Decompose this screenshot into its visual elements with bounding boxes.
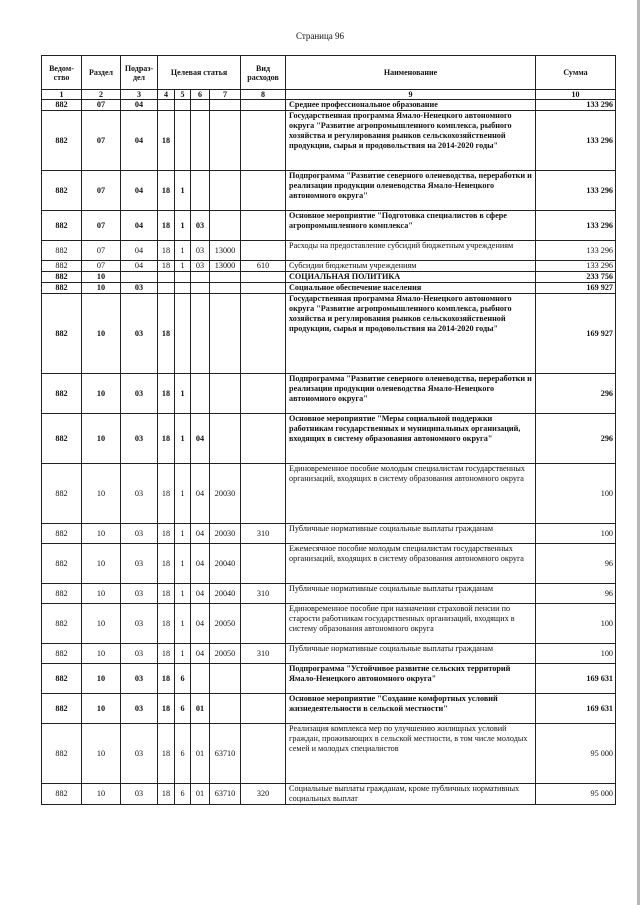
name-cell: Государственная программа Ямало-Ненецкого автономного округа "Развитие агропромышленного комплекса, рыбного хозяйства и регулирования рынков сельскохозяйственной продукции, сырья и продовольствия на 2014-2020 годы" bbox=[286, 111, 536, 171]
ved-cell: 882 bbox=[42, 283, 82, 294]
sum-cell: 100 bbox=[536, 524, 616, 544]
ved-cell: 882 bbox=[42, 664, 82, 694]
header-ved: Ведом-ство bbox=[42, 56, 82, 90]
ved-cell: 882 bbox=[42, 604, 82, 644]
column-number: 10 bbox=[536, 90, 616, 100]
ved-cell: 882 bbox=[42, 211, 82, 241]
event-cell bbox=[191, 374, 210, 414]
podrazdel-cell: 03 bbox=[121, 544, 158, 584]
name-cell: Расходы на предоставление субсидий бюджетным учреждениям bbox=[286, 241, 536, 261]
header-podrazdel: Подраз-дел bbox=[121, 56, 158, 90]
direction-cell: 63710 bbox=[210, 784, 241, 805]
sum-cell: 133 296 bbox=[536, 211, 616, 241]
event-cell: 04 bbox=[191, 584, 210, 604]
table-row bbox=[42, 283, 616, 294]
razdel-cell: 10 bbox=[82, 724, 121, 784]
name-cell: Социальные выплаты гражданам, кроме публичных нормативных социальных выплат bbox=[286, 784, 536, 805]
subprogram-cell: 1 bbox=[175, 261, 191, 272]
subprogram-cell bbox=[175, 294, 191, 374]
subprogram-cell: 1 bbox=[175, 241, 191, 261]
program-cell: 18 bbox=[158, 644, 175, 664]
sum-cell: 133 296 bbox=[536, 261, 616, 272]
razdel-cell: 10 bbox=[82, 544, 121, 584]
table-row bbox=[42, 171, 616, 211]
vid-cell bbox=[241, 414, 286, 464]
table-row bbox=[42, 241, 616, 261]
razdel-cell: 07 bbox=[82, 241, 121, 261]
ved-cell: 882 bbox=[42, 584, 82, 604]
podrazdel-cell: 03 bbox=[121, 784, 158, 805]
razdel-cell: 10 bbox=[82, 414, 121, 464]
program-cell: 18 bbox=[158, 584, 175, 604]
program-cell: 18 bbox=[158, 211, 175, 241]
event-cell: 04 bbox=[191, 644, 210, 664]
event-cell: 01 bbox=[191, 784, 210, 805]
column-number: 4 bbox=[158, 90, 175, 100]
name-cell: Подпрограмма "Устойчивое развитие сельских территорий Ямало-Ненецкого автономного округа" bbox=[286, 664, 536, 694]
name-cell: СОЦИАЛЬНАЯ ПОЛИТИКА bbox=[286, 272, 536, 283]
page-number: Страница 96 bbox=[295, 31, 345, 41]
program-cell: 18 bbox=[158, 261, 175, 272]
table-row bbox=[42, 724, 616, 784]
header-row bbox=[42, 56, 616, 90]
column-number: 1 bbox=[42, 90, 82, 100]
sum-cell: 169 927 bbox=[536, 283, 616, 294]
podrazdel-cell bbox=[121, 272, 158, 283]
direction-cell: 20040 bbox=[210, 544, 241, 584]
table-row bbox=[42, 374, 616, 414]
table-row bbox=[42, 544, 616, 584]
header-target: Целевая статья bbox=[158, 56, 241, 90]
direction-cell bbox=[210, 374, 241, 414]
podrazdel-cell: 03 bbox=[121, 724, 158, 784]
header-razdel: Раздел bbox=[82, 56, 121, 90]
column-number: 6 bbox=[191, 90, 210, 100]
ved-cell: 882 bbox=[42, 544, 82, 584]
sum-cell: 95 000 bbox=[536, 724, 616, 784]
event-cell bbox=[191, 111, 210, 171]
name-cell: Государственная программа Ямало-Ненецкого автономного округа "Развитие агропромышленного комплекса, рыбного хозяйства и регулирования рынков сельскохозяйственной продукции, сырья и продовольствия на 2014-2020 годы" bbox=[286, 294, 536, 374]
vid-cell bbox=[241, 111, 286, 171]
razdel-cell: 10 bbox=[82, 294, 121, 374]
razdel-cell: 07 bbox=[82, 261, 121, 272]
podrazdel-cell: 03 bbox=[121, 414, 158, 464]
subprogram-cell: 1 bbox=[175, 414, 191, 464]
direction-cell: 63710 bbox=[210, 724, 241, 784]
podrazdel-cell: 03 bbox=[121, 664, 158, 694]
vid-cell: 310 bbox=[241, 644, 286, 664]
event-cell bbox=[191, 100, 210, 111]
direction-cell bbox=[210, 211, 241, 241]
program-cell: 18 bbox=[158, 241, 175, 261]
subprogram-cell: 6 bbox=[175, 694, 191, 724]
vid-cell bbox=[241, 604, 286, 644]
table-row bbox=[42, 294, 616, 374]
name-cell: Единовременное пособие молодым специалистам государственных организаций, входящих в систему образования автономного округа bbox=[286, 464, 536, 524]
podrazdel-cell: 04 bbox=[121, 261, 158, 272]
program-cell: 18 bbox=[158, 664, 175, 694]
vid-cell bbox=[241, 272, 286, 283]
program-cell: 18 bbox=[158, 694, 175, 724]
direction-cell bbox=[210, 294, 241, 374]
ved-cell: 882 bbox=[42, 241, 82, 261]
event-cell bbox=[191, 283, 210, 294]
program-cell: 18 bbox=[158, 414, 175, 464]
name-cell: Единовременное пособие при назначении страховой пенсии по старости работникам государственных организаций, входящих в систему образования автономного округа bbox=[286, 604, 536, 644]
podrazdel-cell: 03 bbox=[121, 524, 158, 544]
table-row bbox=[42, 414, 616, 464]
podrazdel-cell: 03 bbox=[121, 584, 158, 604]
podrazdel-cell: 04 bbox=[121, 111, 158, 171]
table-row bbox=[42, 464, 616, 524]
table-row bbox=[42, 664, 616, 694]
name-cell: Основное мероприятие "Меры социальной поддержки работникам государственных и муниципальных организаций, входящих в систему образования автономного округа" bbox=[286, 414, 536, 464]
column-number: 9 bbox=[286, 90, 536, 100]
name-cell: Подпрограмма "Развитие северного оленеводства, переработки и реализации продукции оленеводства Ямало-Ненецкого автономного округа" bbox=[286, 171, 536, 211]
program-cell: 18 bbox=[158, 784, 175, 805]
sum-cell: 169 631 bbox=[536, 694, 616, 724]
razdel-cell: 07 bbox=[82, 111, 121, 171]
event-cell: 04 bbox=[191, 524, 210, 544]
ved-cell: 882 bbox=[42, 261, 82, 272]
direction-cell: 13000 bbox=[210, 241, 241, 261]
podrazdel-cell: 03 bbox=[121, 694, 158, 724]
direction-cell bbox=[210, 100, 241, 111]
sum-cell: 96 bbox=[536, 584, 616, 604]
direction-cell bbox=[210, 414, 241, 464]
program-cell: 18 bbox=[158, 464, 175, 524]
ved-cell: 882 bbox=[42, 724, 82, 784]
header-sum: Сумма bbox=[536, 56, 616, 90]
header-vid: Вид расходов bbox=[241, 56, 286, 90]
vid-cell bbox=[241, 544, 286, 584]
direction-cell bbox=[210, 111, 241, 171]
subprogram-cell bbox=[175, 100, 191, 111]
sum-cell: 96 bbox=[536, 544, 616, 584]
sum-cell: 169 927 bbox=[536, 294, 616, 374]
event-cell: 04 bbox=[191, 604, 210, 644]
program-cell: 18 bbox=[158, 374, 175, 414]
subprogram-cell: 1 bbox=[175, 584, 191, 604]
name-cell: Субсидии бюджетным учреждениям bbox=[286, 261, 536, 272]
podrazdel-cell: 03 bbox=[121, 644, 158, 664]
event-cell bbox=[191, 171, 210, 211]
column-number: 2 bbox=[82, 90, 121, 100]
podrazdel-cell: 03 bbox=[121, 374, 158, 414]
subprogram-cell bbox=[175, 283, 191, 294]
name-cell: Публичные нормативные социальные выплаты гражданам bbox=[286, 524, 536, 544]
subprogram-cell: 1 bbox=[175, 374, 191, 414]
ved-cell: 882 bbox=[42, 272, 82, 283]
table-row bbox=[42, 694, 616, 724]
sum-cell: 100 bbox=[536, 604, 616, 644]
event-cell bbox=[191, 294, 210, 374]
name-cell: Социальное обеспечение населения bbox=[286, 283, 536, 294]
event-cell: 04 bbox=[191, 544, 210, 584]
direction-cell bbox=[210, 272, 241, 283]
razdel-cell: 10 bbox=[82, 272, 121, 283]
podrazdel-cell: 04 bbox=[121, 211, 158, 241]
budget-table bbox=[41, 55, 616, 805]
direction-cell: 20030 bbox=[210, 524, 241, 544]
podrazdel-cell: 03 bbox=[121, 604, 158, 644]
vid-cell bbox=[241, 283, 286, 294]
sum-cell: 95 000 bbox=[536, 784, 616, 805]
name-cell: Публичные нормативные социальные выплаты гражданам bbox=[286, 584, 536, 604]
table-row bbox=[42, 584, 616, 604]
event-cell: 04 bbox=[191, 464, 210, 524]
program-cell bbox=[158, 100, 175, 111]
sum-cell: 133 296 bbox=[536, 100, 616, 111]
event-cell: 01 bbox=[191, 694, 210, 724]
event-cell: 03 bbox=[191, 211, 210, 241]
vid-cell bbox=[241, 694, 286, 724]
sum-cell: 133 296 bbox=[536, 241, 616, 261]
name-cell: Реализация комплекса мер по улучшению жилищных условий граждан, проживающих в сельской местности, в том числе молодых семей и молодых специалистов bbox=[286, 724, 536, 784]
table-row bbox=[42, 784, 616, 805]
subprogram-cell: 1 bbox=[175, 544, 191, 584]
podrazdel-cell: 04 bbox=[121, 241, 158, 261]
header-name: Наименование bbox=[286, 56, 536, 90]
name-cell: Публичные нормативные социальные выплаты гражданам bbox=[286, 644, 536, 664]
direction-cell: 20030 bbox=[210, 464, 241, 524]
name-cell: Среднее профессиональное образование bbox=[286, 100, 536, 111]
subprogram-cell bbox=[175, 272, 191, 283]
razdel-cell: 10 bbox=[82, 784, 121, 805]
subprogram-cell: 6 bbox=[175, 724, 191, 784]
program-cell: 18 bbox=[158, 544, 175, 584]
program-cell: 18 bbox=[158, 604, 175, 644]
razdel-cell: 07 bbox=[82, 211, 121, 241]
direction-cell bbox=[210, 694, 241, 724]
ved-cell: 882 bbox=[42, 414, 82, 464]
vid-cell bbox=[241, 664, 286, 694]
name-cell: Подпрограмма "Развитие северного оленеводства, переработки и реализации продукции оленеводства Ямало-Ненецкого автономного округа" bbox=[286, 374, 536, 414]
direction-cell: 20040 bbox=[210, 584, 241, 604]
vid-cell bbox=[241, 374, 286, 414]
subprogram-cell: 1 bbox=[175, 524, 191, 544]
podrazdel-cell: 03 bbox=[121, 464, 158, 524]
sum-cell: 100 bbox=[536, 644, 616, 664]
event-cell: 03 bbox=[191, 261, 210, 272]
event-cell: 03 bbox=[191, 241, 210, 261]
sum-cell: 296 bbox=[536, 374, 616, 414]
program-cell: 18 bbox=[158, 524, 175, 544]
subprogram-cell bbox=[175, 111, 191, 171]
razdel-cell: 10 bbox=[82, 524, 121, 544]
ved-cell: 882 bbox=[42, 374, 82, 414]
column-number: 3 bbox=[121, 90, 158, 100]
ved-cell: 882 bbox=[42, 171, 82, 211]
column-number: 8 bbox=[241, 90, 286, 100]
razdel-cell: 10 bbox=[82, 283, 121, 294]
program-cell bbox=[158, 283, 175, 294]
sum-cell: 100 bbox=[536, 464, 616, 524]
sum-cell: 133 296 bbox=[536, 111, 616, 171]
direction-cell bbox=[210, 283, 241, 294]
vid-cell bbox=[241, 211, 286, 241]
name-cell: Основное мероприятие "Подготовка специалистов в сфере агропромышленного комплекса" bbox=[286, 211, 536, 241]
table-row bbox=[42, 604, 616, 644]
table-row bbox=[42, 644, 616, 664]
table-row bbox=[42, 261, 616, 272]
vid-cell bbox=[241, 100, 286, 111]
table-row bbox=[42, 272, 616, 283]
vid-cell: 310 bbox=[241, 524, 286, 544]
table-row bbox=[42, 111, 616, 171]
ved-cell: 882 bbox=[42, 464, 82, 524]
subprogram-cell: 1 bbox=[175, 604, 191, 644]
vid-cell bbox=[241, 241, 286, 261]
vid-cell: 320 bbox=[241, 784, 286, 805]
vid-cell: 310 bbox=[241, 584, 286, 604]
razdel-cell: 10 bbox=[82, 374, 121, 414]
podrazdel-cell: 04 bbox=[121, 100, 158, 111]
program-cell: 18 bbox=[158, 111, 175, 171]
razdel-cell: 10 bbox=[82, 644, 121, 664]
table-row bbox=[42, 524, 616, 544]
vid-cell bbox=[241, 724, 286, 784]
razdel-cell: 10 bbox=[82, 584, 121, 604]
subprogram-cell: 1 bbox=[175, 171, 191, 211]
razdel-cell: 10 bbox=[82, 464, 121, 524]
sum-cell: 169 631 bbox=[536, 664, 616, 694]
razdel-cell: 07 bbox=[82, 171, 121, 211]
table-row bbox=[42, 100, 616, 111]
table-row bbox=[42, 211, 616, 241]
program-cell: 18 bbox=[158, 724, 175, 784]
direction-cell: 13000 bbox=[210, 261, 241, 272]
program-cell: 18 bbox=[158, 294, 175, 374]
podrazdel-cell: 04 bbox=[121, 171, 158, 211]
ved-cell: 882 bbox=[42, 294, 82, 374]
subprogram-cell: 1 bbox=[175, 211, 191, 241]
ved-cell: 882 bbox=[42, 111, 82, 171]
razdel-cell: 07 bbox=[82, 100, 121, 111]
column-number: 7 bbox=[210, 90, 241, 100]
razdel-cell: 10 bbox=[82, 604, 121, 644]
event-cell bbox=[191, 664, 210, 694]
vid-cell bbox=[241, 171, 286, 211]
vid-cell bbox=[241, 464, 286, 524]
event-cell bbox=[191, 272, 210, 283]
direction-cell: 20050 bbox=[210, 644, 241, 664]
ved-cell: 882 bbox=[42, 100, 82, 111]
sum-cell: 296 bbox=[536, 414, 616, 464]
ved-cell: 882 bbox=[42, 524, 82, 544]
subprogram-cell: 1 bbox=[175, 464, 191, 524]
sum-cell: 233 756 bbox=[536, 272, 616, 283]
ved-cell: 882 bbox=[42, 694, 82, 724]
event-cell: 04 bbox=[191, 414, 210, 464]
program-cell: 18 bbox=[158, 171, 175, 211]
event-cell: 01 bbox=[191, 724, 210, 784]
subprogram-cell: 1 bbox=[175, 644, 191, 664]
ved-cell: 882 bbox=[42, 784, 82, 805]
program-cell bbox=[158, 272, 175, 283]
ved-cell: 882 bbox=[42, 644, 82, 664]
subprogram-cell: 6 bbox=[175, 664, 191, 694]
direction-cell bbox=[210, 664, 241, 694]
podrazdel-cell: 03 bbox=[121, 294, 158, 374]
direction-cell bbox=[210, 171, 241, 211]
razdel-cell: 10 bbox=[82, 694, 121, 724]
razdel-cell: 10 bbox=[82, 664, 121, 694]
name-cell: Основное мероприятие "Создание комфортных условий жизнедеятельности в сельской местности" bbox=[286, 694, 536, 724]
sum-cell: 133 296 bbox=[536, 171, 616, 211]
column-number: 5 bbox=[175, 90, 191, 100]
subprogram-cell: 6 bbox=[175, 784, 191, 805]
vid-cell bbox=[241, 294, 286, 374]
name-cell: Ежемесячное пособие молодым специалистам государственных организаций, входящих в систему образования автономного округа bbox=[286, 544, 536, 584]
vid-cell: 610 bbox=[241, 261, 286, 272]
direction-cell: 20050 bbox=[210, 604, 241, 644]
column-number-row bbox=[42, 90, 616, 100]
podrazdel-cell: 03 bbox=[121, 283, 158, 294]
